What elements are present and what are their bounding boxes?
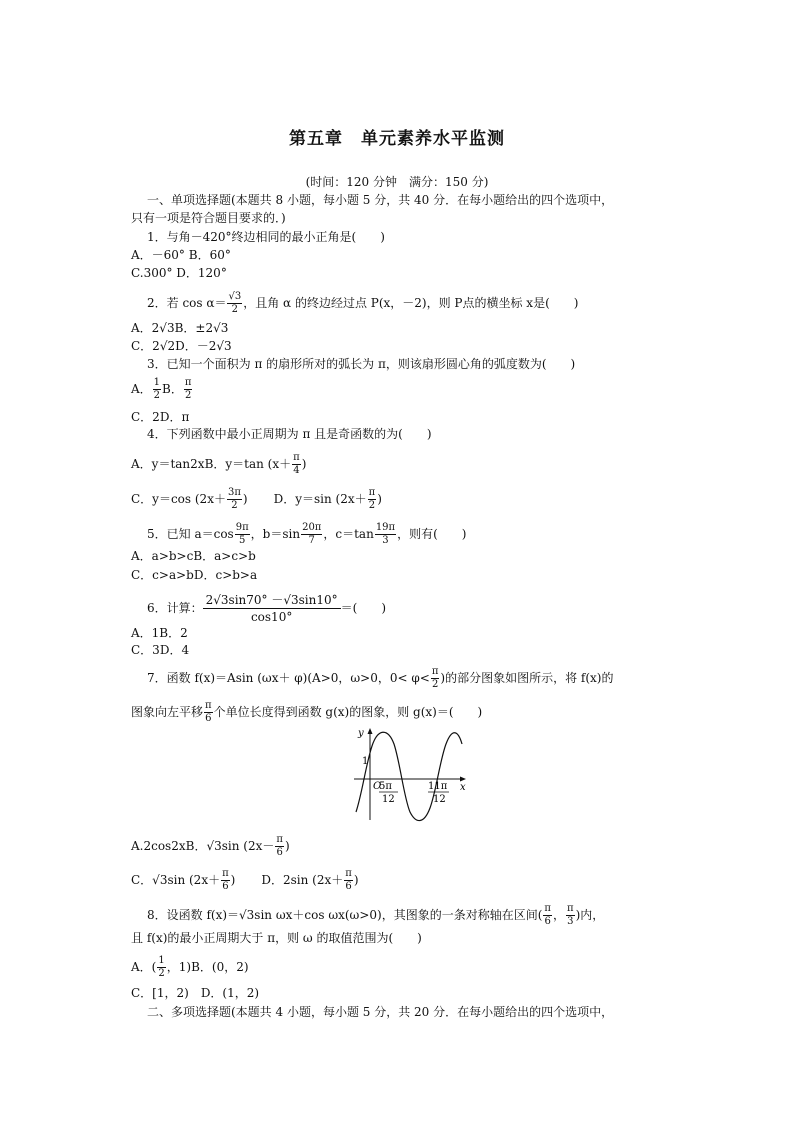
q7-option-c-fraction [221, 868, 230, 893]
q7-phi-fraction [431, 666, 440, 691]
q8-interval-sep: ， [552, 908, 565, 922]
q4-option-b-a: B．y＝tan (x＋ [204, 457, 292, 471]
q5-stem [147, 522, 466, 547]
q5-a-fraction [235, 522, 250, 547]
q4-options-ab [131, 452, 306, 477]
exam-info: (时间：120 分钟 满分：150 分) [305, 175, 489, 189]
q8-options-cd: C．[1，2) D．(1，2) [131, 986, 260, 1000]
q7-option-b-b: ) [284, 839, 290, 853]
q3-option-a-den: 2 [153, 390, 161, 401]
q4-option-d-b: ) [377, 492, 382, 506]
q7-option-b-num: π [276, 834, 283, 845]
q4-option-d-den: 2 [368, 500, 376, 511]
q8-interval-right-num: π [566, 903, 574, 914]
q3-option-b-fraction [184, 377, 193, 402]
q7-shift-den: 6 [205, 713, 212, 724]
sine-curve [356, 732, 462, 820]
section2-intro-line1: 二、多项选择题(本题共 4 小题，每小题 5 分，共 20 分．在每小题给出的四个选项中， [147, 1005, 614, 1019]
q6-stem-a: 6．计算： [147, 601, 203, 615]
q2-option-c: C．2√2 [131, 339, 176, 353]
q3-option-a-num: 1 [153, 377, 161, 388]
q7-option-d-a: D．2sin (2x＋ [261, 873, 344, 887]
q8-line1-a: 8．设函数 f(x)＝√3sin ωx＋cos ωx(ω>0)，其图象的一条对称轴在区间( [147, 908, 543, 922]
q5-options-ab: A．a>b>cB．a>c>b [131, 549, 256, 563]
q2-option-b: B．±2√3 [174, 321, 229, 335]
y-axis-label: y [358, 728, 364, 739]
q8-option-a-fraction [157, 955, 165, 980]
tick1-den: 12 [382, 794, 395, 805]
q7-line2-a: 图象向左平移 [131, 705, 204, 719]
q7-option-b-fraction [275, 834, 284, 859]
q5-c-den: 3 [382, 535, 389, 546]
q8-line2: 且 f(x)的最小正周期大于 π，则 ω 的取值范围为( ) [131, 931, 422, 945]
q8-option-a-label: A．( [131, 960, 157, 974]
q8-interval-right-den: 3 [567, 916, 574, 927]
q4-option-c-den: 2 [231, 500, 238, 511]
q3-option-b-label: B． [162, 382, 183, 396]
q3-options-cd: C．2D．π [131, 410, 190, 424]
q7-option-c-num: π [222, 868, 229, 879]
q7-option-d-num: π [345, 868, 352, 879]
q7-options-cd [131, 868, 359, 893]
q7-line1 [147, 666, 614, 691]
q5-b-den: 7 [308, 535, 315, 546]
section1-intro-line2: 只有一项是符合题目要求的．) [131, 211, 286, 225]
q2-options-cd [131, 338, 232, 354]
q7-option-d-fraction [344, 868, 353, 893]
q6-numerator: 2√3sin70° －√3sin10° [203, 592, 341, 609]
q4-options-cd [131, 487, 382, 512]
page-title: 第五章 单元素养水平监测 [289, 129, 505, 149]
q7-option-c-b: ) [230, 873, 236, 887]
q4-option-d-a: D．y＝sin (2x＋ [273, 492, 367, 506]
q1-options-cd: C.300° D．120° [131, 266, 227, 280]
q2-denominator: 2 [231, 304, 239, 315]
y-axis-arrow-icon [368, 728, 373, 734]
q8-options-ab [131, 955, 249, 980]
q8-interval-left [543, 903, 552, 928]
q2-numerator: √3 [228, 291, 242, 302]
q3-option-b-den: 2 [184, 390, 192, 401]
q2-options-ab [131, 320, 228, 336]
q5-b-fraction [301, 522, 322, 547]
q5-stem-c: ，c＝tan [323, 527, 374, 541]
q5-b-num: 20π [302, 522, 322, 533]
q7-option-c-den: 6 [222, 881, 229, 892]
tick1-num: 5π [379, 781, 392, 792]
q8-interval-left-num: π [544, 903, 551, 914]
q8-line1-b: )内， [575, 908, 605, 922]
q7-option-d-b: ) [353, 873, 359, 887]
q7-line2 [131, 700, 482, 725]
q5-a-num: 9π [235, 522, 249, 533]
q7-shift-num: π [205, 700, 212, 711]
q4-stem: 4．下列函数中最小正周期为 π 且是奇函数的为( ) [147, 427, 432, 441]
q3-options-ab [131, 377, 193, 402]
q8-option-a-den: 2 [158, 968, 165, 979]
q4-option-c-b: ) [242, 492, 248, 506]
q5-c-num: 19π [375, 522, 396, 533]
q8-option-b: B．(0，2) [191, 960, 249, 974]
q4-option-b-b: ) [301, 457, 307, 471]
q6-stem-b: ＝( ) [340, 601, 387, 615]
q3-option-a-label: A． [131, 382, 152, 396]
q7-option-d-den: 6 [345, 881, 352, 892]
q4-option-b-den: 4 [293, 465, 300, 476]
q7-phi-den: 2 [431, 679, 439, 690]
q5-stem-b: ，b＝sin [250, 527, 301, 541]
q7-option-c-a: C．√3sin (2x＋ [131, 873, 221, 887]
q7-line2-b: 个单位长度得到函数 g(x)的图象，则 g(x)＝( ) [213, 705, 483, 719]
q7-option-b-den: 6 [276, 847, 283, 858]
q3-stem: 3．已知一个面积为 π 的扇形所对的弧长为 π，则该扇形圆心角的弧度数为( ) [147, 357, 576, 371]
tick2-num: 11π [428, 781, 448, 792]
q5-stem-d: ，则有( ) [397, 527, 467, 541]
q4-option-b-fraction [292, 452, 301, 477]
q6-fraction [203, 592, 341, 625]
q5-stem-a: 5．已知 a＝cos [147, 527, 234, 541]
q8-option-a-b: ，1) [166, 960, 192, 974]
q2-stem [147, 291, 578, 316]
tick2-den: 12 [433, 794, 446, 805]
q6-options-cd: C．3D．4 [131, 643, 190, 657]
q2-fraction [227, 291, 242, 316]
q8-line1 [147, 903, 604, 928]
q7-line1-a: 7．函数 f(x)＝Asin (ωx＋ φ)(A>0，ω>0，0< φ< [147, 671, 430, 685]
x-axis-arrow-icon [460, 777, 466, 782]
q8-option-a-num: 1 [158, 955, 165, 966]
x-axis-label: x [460, 782, 466, 793]
q4-option-a: A．y＝tan2x [131, 457, 205, 471]
q7-option-a: A.2cos2x [131, 839, 186, 853]
q2-stem-a: 2．若 cos α＝ [147, 296, 227, 310]
section1-intro-line1: 一、单项选择题(本题共 8 小题，每小题 5 分，共 40 分．在每小题给出的四个选项中， [147, 193, 614, 207]
q6-stem [147, 592, 386, 625]
q4-option-b-num: π [293, 452, 300, 463]
q6-options-ab: A．1B．2 [131, 626, 188, 640]
q7-phi-num: π [431, 666, 439, 677]
q7-options-ab [131, 834, 290, 859]
q4-option-c-fraction [227, 487, 242, 512]
q8-interval-right [566, 903, 575, 928]
q3-option-a-fraction [153, 377, 161, 402]
q5-a-den: 5 [239, 535, 246, 546]
q8-interval-left-den: 6 [544, 916, 551, 927]
origin-label: O [373, 781, 382, 792]
q4-option-c-a: C．y＝cos (2x＋ [131, 492, 226, 506]
y-value-one-label: 1 [362, 756, 369, 767]
q5-c-fraction [375, 522, 396, 547]
q1-options-ab: A．－60° B．60° [131, 248, 231, 262]
q7-sine-graph [348, 724, 478, 824]
q7-line1-b: )的部分图象如图所示，将 f(x)的 [440, 671, 614, 685]
q6-denominator: cos10° [250, 610, 293, 624]
q2-option-d: D．－2√3 [175, 339, 232, 353]
q4-option-c-num: 3π [227, 487, 241, 498]
q4-option-d-num: π [368, 487, 376, 498]
q2-option-a: A．2√3 [131, 321, 175, 335]
q7-shift-fraction [204, 700, 213, 725]
q1-stem: 1．与角－420°终边相同的最小正角是( ) [147, 230, 385, 244]
q4-option-d-fraction [368, 487, 377, 512]
q7-option-b-a: B．√3sin (2x－ [185, 839, 275, 853]
q5-options-cd: C．c>a>bD．c>b>a [131, 568, 258, 582]
q2-stem-b: ，且角 α 的终边经过点 P(x，－2)，则 P点的横坐标 x是( ) [243, 296, 579, 310]
q3-option-b-num: π [184, 377, 192, 388]
